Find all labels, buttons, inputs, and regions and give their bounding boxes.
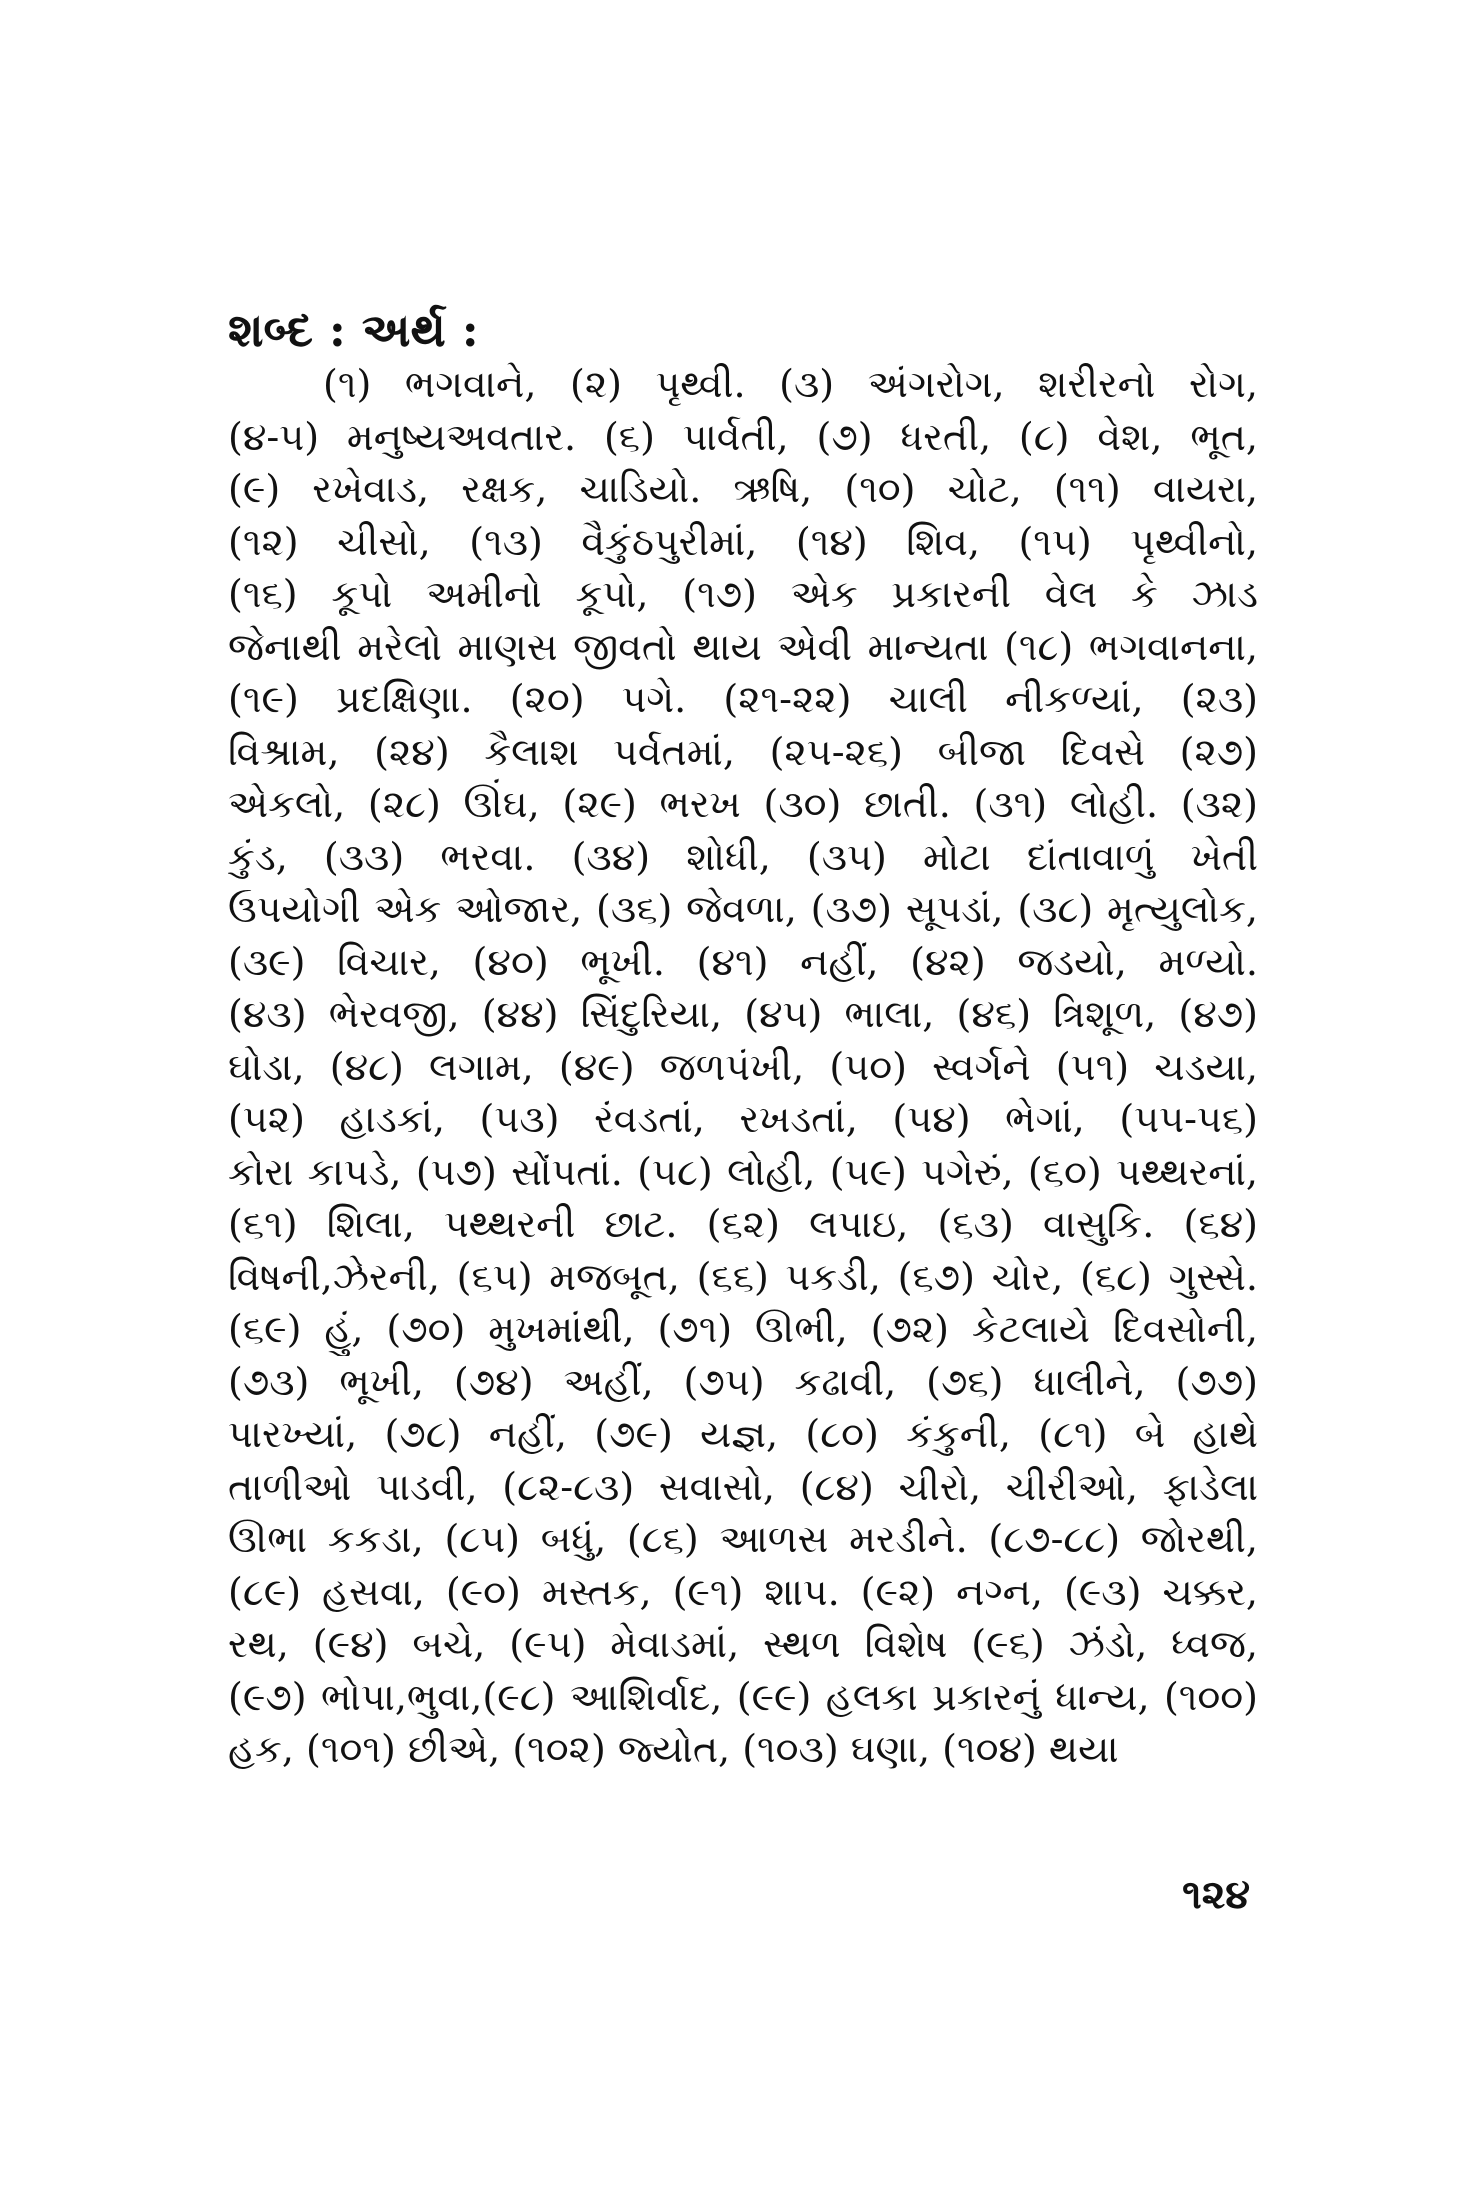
text-line: ઊભા કકડા, (૮૫) બધું, (૮૬) આળસ મરડીને. (૮૭-૮૮) જોરથી, <box>228 1517 1258 1561</box>
text-line: (૩૯) વિચાર, (૪૦) ભૂખી. (૪૧) નહીં, (૪૨) જડયો, મળ્યો. <box>228 939 1258 984</box>
text-line: (૫૨) હાડકાં, (૫૩) રંવડતાં, રખડતાં, (૫૪) ભેગાં, (૫૫-૫૬) <box>228 1097 1258 1141</box>
text-line: (૬૧) શિલા, પથ્થરની છાટ. (૬૨) લપાઇ, (૬૩) વાસુકિ. (૬૪) <box>228 1202 1258 1246</box>
text-line: હક, (૧૦૧) છીએ, (૧૦૨) જ્યોત, (૧૦૩) ઘણા, (૧૦૪) થયા <box>228 1727 1119 1771</box>
text-line: (૧) ભગવાને, (૨) પૃથ્વી. (૩) અંગરોગ, શરીરનો રોગ, <box>323 362 1258 406</box>
text-line: વિષની,ઝેરની, (૬૫) મજબૂત, (૬૬) પકડી, (૬૭) ચોર, (૬૮) ગુસ્સે. <box>228 1254 1258 1299</box>
text-line: ઉપયોગી એક ઓજાર, (૩૬) જેવળા, (૩૭) સૂપડાં, (૩૮) મૃત્યુલોક, <box>228 887 1258 931</box>
text-line: એકલો, (૨૮) ઊંઘ, (૨૯) ભરખ (૩૦) છાતી. (૩૧) લોહી. (૩૨) <box>228 782 1258 826</box>
text-line: (૪૩) ભેરવજી, (૪૪) સિંદુરિયા, (૪૫) ભાલા, (૪૬) ત્રિશૂળ, (૪૭) <box>228 992 1258 1036</box>
text-line: વિશ્રામ, (૨૪) કૈલાશ પર્વતમાં, (૨૫-૨૬) બીજા દિવસે (૨૭) <box>228 729 1258 774</box>
page-number: ૧૨૪ <box>1182 1871 1250 1918</box>
text-line: કોરા કાપડે, (૫૭) સોંપતાં. (૫૮) લોહી, (૫૯) પગેરું, (૬૦) પથ્થરનાં, <box>228 1149 1258 1194</box>
text-line: (૧૬) કૂપો અમીનો કૂપો, (૧૭) એક પ્રકારની વેલ કે ઝાડ <box>228 572 1258 616</box>
text-line: ઘોડા, (૪૮) લગામ, (૪૯) જળપંખી, (૫૦) સ્વર્ગને (૫૧) ચડયા, <box>228 1044 1258 1089</box>
glossary-body <box>228 358 1258 1776</box>
text-line: (૪-૫) મનુષ્યઅવતાર. (૬) પાર્વતી, (૭) ધરતી, (૮) વેશ, ભૂત, <box>228 414 1258 459</box>
text-line: (૯) રખેવાડ, રક્ષક, ચાડિયો. ઋષિ, (૧૦) ચોટ, (૧૧) વાયરા, <box>228 467 1258 511</box>
text-line: (૬૯) હું, (૭૦) મુખમાંથી, (૭૧) ઊભી, (૭૨) કેટલાયે દિવસોની, <box>228 1307 1258 1351</box>
text-line: (૭૩) ભૂખી, (૭૪) અહીં, (૭૫) કઢાવી, (૭૬) ધાલીને, (૭૭) <box>228 1359 1258 1404</box>
text-line: કુંડ, (૩૩) ભરવા. (૩૪) શોધી, (૩૫) મોટા દાંતાવાળું ખેતી <box>228 834 1258 879</box>
text-line: (૧૯) પ્રદક્ષિણા. (૨૦) પગે. (૨૧-૨૨) ચાલી નીકળ્યાં, (૨૩) <box>228 677 1258 721</box>
text-line: રથ, (૯૪) બચે, (૯૫) મેવાડમાં, સ્થળ વિશેષ (૯૬) ઝંડો, ધ્વજ, <box>228 1622 1258 1666</box>
text-line: તાળીઓ પાડવી, (૮૨-૮૩) સવાસો, (૮૪) ચીરો, ચીરીઓ, ફાડેલા <box>228 1464 1258 1509</box>
text-line: (૮૯) હસવા, (૯૦) મસ્તક, (૯૧) શાપ. (૯૨) નગ્ન, (૯૩) ચક્કર, <box>228 1569 1258 1614</box>
text-line: (૯૭) ભોપા,ભુવા,(૯૮) આશિર્વાદ, (૯૯) હલકા પ્રકારનું ધાન્ય, (૧૦૦) <box>228 1674 1258 1719</box>
text-line: પારખ્યાં, (૭૮) નહીં, (૭૯) યજ્ઞ, (૮૦) કંકુની, (૮૧) બે હાથે <box>228 1412 1258 1456</box>
text-line: જેનાથી મરેલો માણસ જીવતો થાય એવી માન્યતા (૧૮) ભગવાનના, <box>228 624 1258 669</box>
section-heading: શબ્દ : અર્થ : <box>228 303 479 357</box>
text-line: (૧૨) ચીસો, (૧૩) વૈકુંઠપુરીમાં, (૧૪) શિવ, (૧૫) પૃથ્વીનો, <box>228 519 1258 564</box>
